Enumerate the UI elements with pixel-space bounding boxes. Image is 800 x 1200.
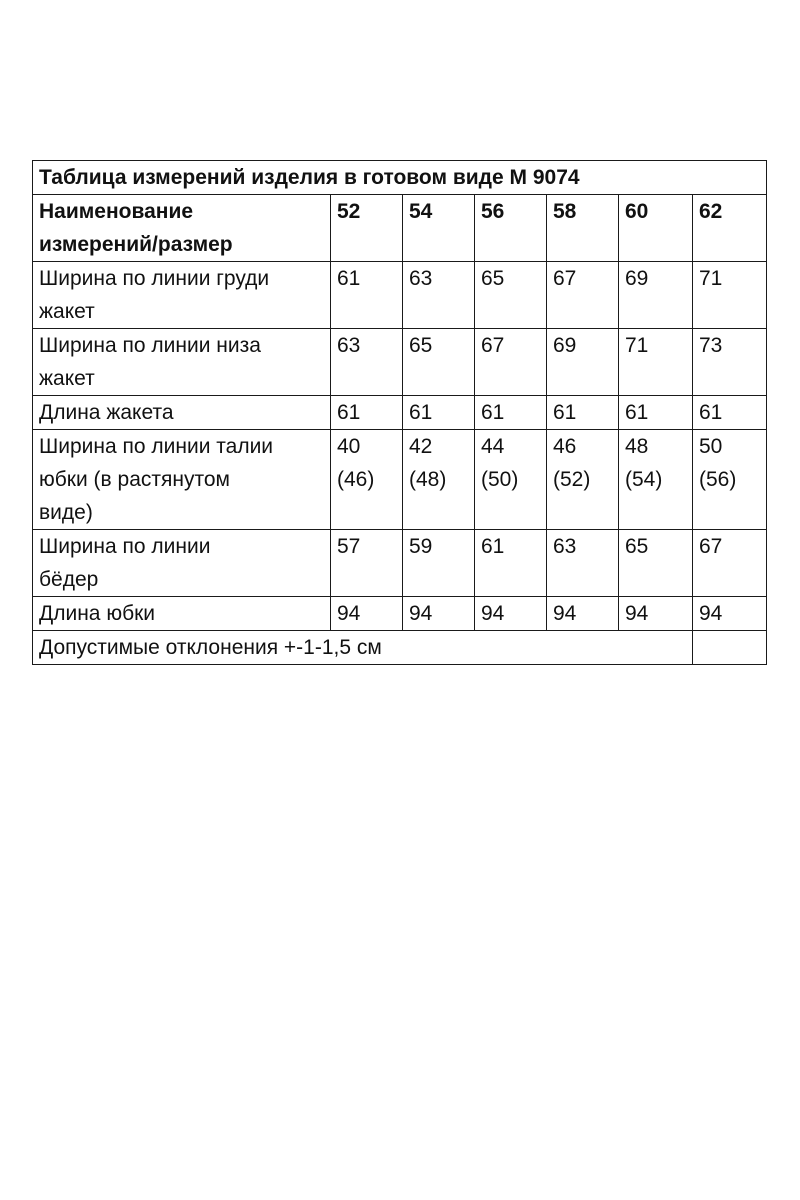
table-row — [33, 430, 767, 530]
measurement-value — [331, 329, 403, 396]
measurement-value — [475, 530, 547, 597]
measurement-value-text: 94 — [409, 602, 433, 625]
measurement-value — [693, 430, 767, 530]
measurement-value-text: 63 — [409, 267, 433, 290]
measurement-label — [33, 262, 331, 329]
measurement-value-text: 69 — [625, 267, 649, 290]
measurement-value — [403, 597, 475, 631]
measurement-value — [693, 329, 767, 396]
measurement-value-text: 63 — [553, 535, 577, 558]
measurement-value-text: 61 — [625, 401, 649, 424]
header-label — [33, 195, 331, 262]
measurement-value-text: 61 — [337, 401, 361, 424]
measurement-value-text: 67 — [553, 267, 577, 290]
measurement-value — [403, 262, 475, 329]
measurement-value — [403, 396, 475, 430]
measurement-value-text: 94 — [481, 602, 505, 625]
measurement-value — [547, 530, 619, 597]
measurement-value-text: 42 (48) — [409, 435, 447, 491]
measurement-value — [475, 396, 547, 430]
measurement-value — [619, 430, 693, 530]
measurement-label-text: Ширина по линии низа жакет — [39, 334, 261, 390]
measurement-value-text: 65 — [409, 334, 433, 357]
measurement-value-text: 63 — [337, 334, 361, 357]
measurement-value-text: 61 — [481, 401, 505, 424]
measurement-value — [693, 262, 767, 329]
measurement-label — [33, 396, 331, 430]
measurement-value-text: 71 — [625, 334, 649, 357]
size-header: 52 — [331, 195, 403, 262]
measurement-label-text: Длина юбки — [39, 602, 156, 625]
measurement-value — [547, 262, 619, 329]
measurement-value-text: 46 (52) — [553, 435, 591, 491]
measurement-value — [331, 597, 403, 631]
measurement-value — [403, 530, 475, 597]
measurement-value — [547, 597, 619, 631]
measurement-value-text: 61 — [409, 401, 433, 424]
table-row — [33, 530, 767, 597]
table-row — [33, 262, 767, 329]
table-row — [33, 597, 767, 631]
measurement-value-text: 65 — [481, 267, 505, 290]
size-header: 60 — [619, 195, 693, 262]
measurement-value — [547, 396, 619, 430]
measurement-value-text: 67 — [699, 535, 723, 558]
size-header: 58 — [547, 195, 619, 262]
table-footer-row — [33, 631, 767, 665]
measurement-value — [475, 262, 547, 329]
measurement-value — [619, 530, 693, 597]
measurement-value — [619, 597, 693, 631]
measurement-value-text: 57 — [337, 535, 361, 558]
measurement-label-text: Ширина по линии бёдер — [39, 535, 211, 591]
measurement-value-text: 61 — [553, 401, 577, 424]
measurement-value — [693, 396, 767, 430]
measurement-value-text: 61 — [481, 535, 505, 558]
measurement-value — [331, 430, 403, 530]
measurement-value-text: 59 — [409, 535, 433, 558]
measurement-value — [403, 430, 475, 530]
measurement-value-text: 44 (50) — [481, 435, 519, 491]
measurement-value-text: 40 (46) — [337, 435, 375, 491]
table-title-row — [33, 161, 767, 195]
measurement-value — [547, 430, 619, 530]
size-header: 62 — [693, 195, 767, 262]
measurement-label — [33, 597, 331, 631]
measurement-value — [331, 262, 403, 329]
measurement-label-text: Длина жакета — [39, 401, 174, 424]
measurement-value-text: 50 (56) — [699, 435, 737, 491]
measurement-value-text: 67 — [481, 334, 505, 357]
measurement-value-text: 73 — [699, 334, 723, 357]
measurement-value — [693, 597, 767, 631]
measurement-value-text: 94 — [625, 602, 649, 625]
measurement-value-text: 69 — [553, 334, 577, 357]
table-header-row — [33, 195, 767, 262]
measurement-value — [475, 329, 547, 396]
measurement-value-text: 61 — [337, 267, 361, 290]
measurement-value — [547, 329, 619, 396]
measurement-value-text: 94 — [553, 602, 577, 625]
table-row — [33, 329, 767, 396]
measurement-label — [33, 430, 331, 530]
measurement-value — [331, 396, 403, 430]
measurement-value — [619, 329, 693, 396]
measurement-value — [693, 530, 767, 597]
size-header: 56 — [475, 195, 547, 262]
measurement-label — [33, 329, 331, 396]
measurement-value-text: 94 — [337, 602, 361, 625]
measurement-value — [475, 430, 547, 530]
measurement-value-text: 48 (54) — [625, 435, 663, 491]
measurement-label-text: Ширина по линии талии юбки (в растянутом виде) — [39, 435, 274, 524]
measurement-value — [331, 530, 403, 597]
header-label-text: Наименование измерений/размер — [39, 200, 233, 256]
measurement-value-text: 61 — [699, 401, 723, 424]
measurement-table — [32, 160, 767, 665]
table-title: Таблица измерений изделия в готовом виде М 9074 — [33, 161, 767, 195]
measurement-value — [619, 396, 693, 430]
measurement-label — [33, 530, 331, 597]
measurement-label-text: Ширина по линии груди жакет — [39, 267, 270, 323]
size-header: 54 — [403, 195, 475, 262]
tolerance-note: Допустимые отклонения +-1-1,5 см — [33, 631, 693, 665]
table-row — [33, 396, 767, 430]
empty-cell — [693, 631, 767, 665]
measurement-value — [403, 329, 475, 396]
measurement-value-text: 65 — [625, 535, 649, 558]
measurement-value — [619, 262, 693, 329]
measurement-value-text: 94 — [699, 602, 723, 625]
measurement-value — [475, 597, 547, 631]
measurement-value-text: 71 — [699, 267, 723, 290]
